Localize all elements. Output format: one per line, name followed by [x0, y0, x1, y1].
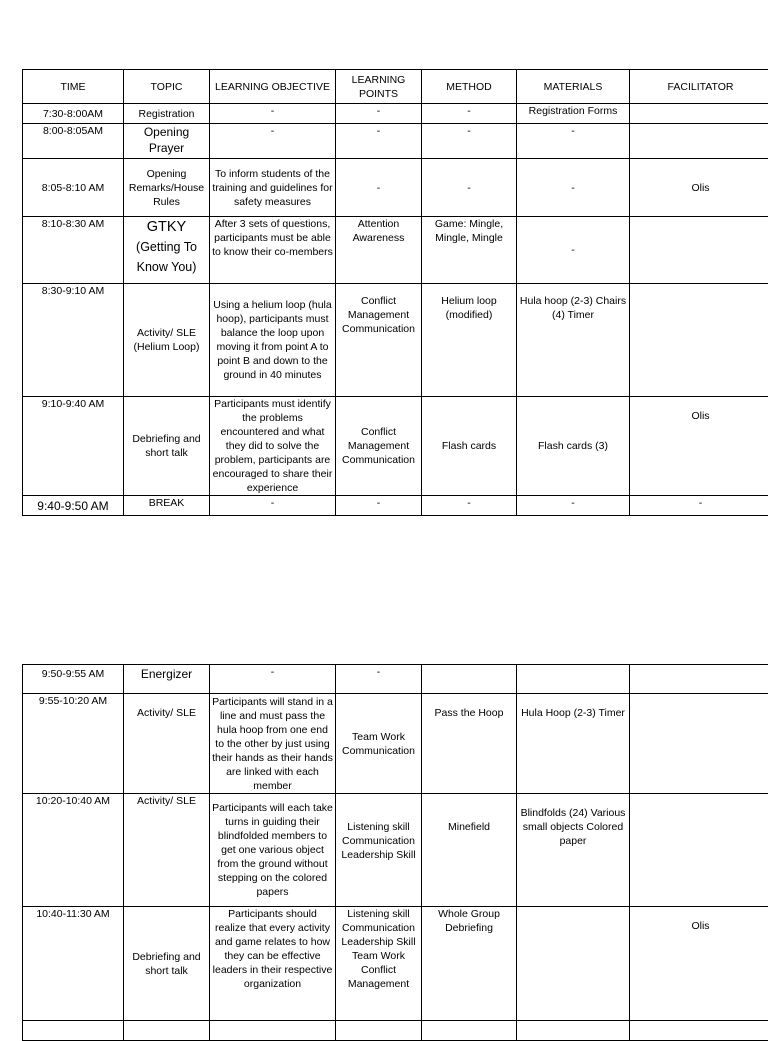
cell-objective: Participants should realize that every activity and game relates to how they can be effective leaders in their respective organization: [210, 907, 336, 1021]
cell-points: Attention Awareness: [336, 217, 422, 284]
cell-facilitator: Olis: [630, 159, 768, 217]
header-method: METHOD: [422, 70, 517, 104]
cell-objective: Participants will stand in a line and must pass the hula hoop from one end to the other by just using their hands as their hands are linked with each member: [210, 694, 336, 794]
cell-objective: To inform students of the training and guidelines for safety measures: [210, 159, 336, 217]
cell-materials: -: [517, 496, 630, 516]
cell-objective: -: [210, 496, 336, 516]
cell-facilitator: [630, 284, 768, 397]
cell-facilitator: [630, 124, 768, 159]
header-learning-objective: LEARNING OBJECTIVE: [210, 70, 336, 104]
table-row: [23, 496, 768, 516]
cell-time: 8:30-9:10 AM: [23, 284, 124, 397]
cell-topic: Activity/ SLE (Helium Loop): [124, 284, 210, 397]
cell-objective: Participants will each take turns in guiding their blindfolded members to get one various object from the ground without stepping on the colored papers: [210, 794, 336, 907]
header-topic: TOPIC: [124, 70, 210, 104]
cell-method: Helium loop (modified): [422, 284, 517, 397]
header-learning-points: LEARNING POINTS: [336, 70, 422, 104]
cell-objective: -: [210, 124, 336, 159]
cell-materials: Flash cards (3): [517, 397, 630, 496]
cell-points: Conflict Management Communication: [336, 397, 422, 496]
cell-points: -: [336, 496, 422, 516]
cell-topic: Activity/ SLE: [124, 794, 210, 907]
cell-facilitator: [630, 665, 768, 694]
cell-method: [422, 665, 517, 694]
cell-objective: -: [210, 104, 336, 124]
cell-time: 10:40-11:30 AM: [23, 907, 124, 1021]
cell-materials: -: [517, 217, 630, 284]
cell-objective: After 3 sets of questions, participants must be able to know their co-members: [210, 217, 336, 284]
table-row: [23, 907, 768, 1021]
cell-objective: Using a helium loop (hula hoop), participants must balance the loop upon moving it from point A to point B and down to the ground in 40 minutes: [210, 284, 336, 397]
cell-topic: Energizer: [124, 665, 210, 694]
cell-points: Conflict Management Communication: [336, 284, 422, 397]
cell-method: Game: Mingle, Mingle, Mingle: [422, 217, 517, 284]
cell-points: Team Work Communication: [336, 694, 422, 794]
cell-topic: Registration: [124, 104, 210, 124]
cell-objective: Participants must identify the problems encountered and what they did to solve the problem, participants are encouraged to share their experience: [210, 397, 336, 496]
cell-time: 9:40-9:50 AM: [23, 496, 124, 516]
cell-points: Listening skill Communication Leadership Skill: [336, 794, 422, 907]
table-row: [23, 284, 768, 397]
topic-expansion: (Getting To Know You): [126, 237, 207, 277]
cell-method: Whole Group Debriefing: [422, 907, 517, 1021]
cell-method: -: [422, 104, 517, 124]
cell-materials: Hula Hoop (2-3) Timer: [517, 694, 630, 794]
table-row: [23, 694, 768, 794]
cell-method: -: [422, 159, 517, 217]
cell-time: 8:05-8:10 AM: [23, 159, 124, 217]
schedule-table-1: [22, 69, 768, 516]
table-row: [23, 124, 768, 159]
header-row: [23, 70, 768, 104]
cell-topic: Debriefing and short talk: [124, 907, 210, 1021]
cell-facilitator: -: [630, 496, 768, 516]
cell-topic: Debriefing and short talk: [124, 397, 210, 496]
cell-time: 8:00-8:05AM: [23, 124, 124, 159]
cell-points: -: [336, 104, 422, 124]
cell-method: -: [422, 124, 517, 159]
cell-materials: -: [517, 124, 630, 159]
cell-materials: -: [517, 159, 630, 217]
cell-facilitator: Olis: [630, 907, 768, 1021]
table-row: [23, 665, 768, 694]
header-facilitator: FACILITATOR: [630, 70, 768, 104]
cell-time: 10:20-10:40 AM: [23, 794, 124, 907]
cell-materials: [517, 665, 630, 694]
header-materials: MATERIALS: [517, 70, 630, 104]
cell-method: Minefield: [422, 794, 517, 907]
cell-materials: Hula hoop (2-3) Chairs (4) Timer: [517, 284, 630, 397]
cell-materials: Registration Forms: [517, 104, 630, 124]
cell-points: -: [336, 665, 422, 694]
cell-method: -: [422, 496, 517, 516]
cell-method: Flash cards: [422, 397, 517, 496]
table-row: [23, 159, 768, 217]
cell-method: Pass the Hoop: [422, 694, 517, 794]
cell-time: 9:55-10:20 AM: [23, 694, 124, 794]
header-time: TIME: [23, 70, 124, 104]
cell-time: 7:30-8:00AM: [23, 104, 124, 124]
cell-points: Listening skill Communication Leadership Skill Team Work Conflict Management: [336, 907, 422, 1021]
cell-facilitator: [630, 694, 768, 794]
cell-points: -: [336, 124, 422, 159]
cell-facilitator: Olis: [630, 397, 768, 496]
cell-materials: [517, 907, 630, 1021]
cell-facilitator: [630, 217, 768, 284]
cell-materials: Blindfolds (24) Various small objects Colored paper: [517, 794, 630, 907]
table-row: [23, 397, 768, 496]
cell-time: 9:50-9:55 AM: [23, 665, 124, 694]
cell-topic: BREAK: [124, 496, 210, 516]
cell-topic: Opening Prayer: [124, 124, 210, 159]
schedule-table-2: [22, 664, 768, 1041]
table-row: [23, 217, 768, 284]
cell-topic: Activity/ SLE: [124, 694, 210, 794]
cell-topic: [124, 217, 210, 284]
cell-facilitator: [630, 104, 768, 124]
cell-topic: Opening Remarks/House Rules: [124, 159, 210, 217]
cell-points: -: [336, 159, 422, 217]
cell-objective: -: [210, 665, 336, 694]
topic-acronym: GTKY: [126, 217, 207, 237]
cell-time: 9:10-9:40 AM: [23, 397, 124, 496]
table-row: [23, 104, 768, 124]
cell-time: 8:10-8:30 AM: [23, 217, 124, 284]
table-row: [23, 794, 768, 907]
cell-facilitator: [630, 794, 768, 907]
